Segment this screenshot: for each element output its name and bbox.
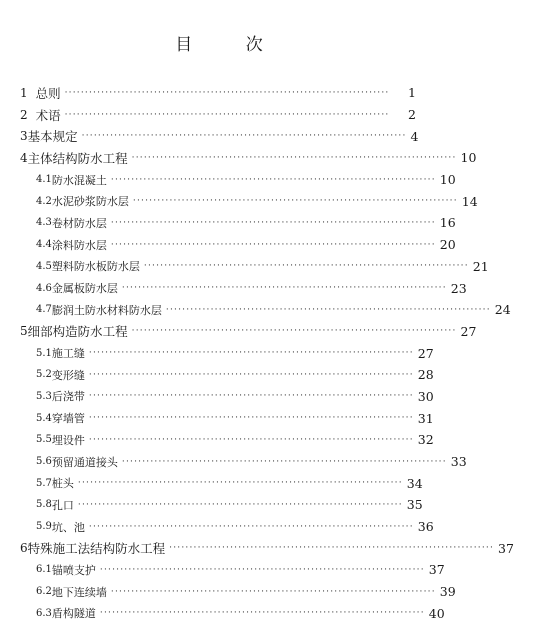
toc-entry: [0, 190, 438, 212]
toc-entry: [0, 429, 438, 451]
toc-entry-page: 21: [473, 259, 511, 274]
toc-entry: [0, 603, 438, 624]
toc-entry-label: 预留通道接头: [52, 454, 118, 470]
toc-entry-page: 4: [411, 129, 441, 144]
toc-entry-label: 防水混凝土: [52, 172, 107, 188]
dot-leader: ················································································: [89, 348, 414, 358]
dot-leader: ················································································: [132, 326, 457, 336]
toc-entry-number: 4.2: [0, 196, 52, 207]
toc-entry-label: 基本规定: [28, 127, 78, 145]
toc-entry-number: 6.2: [0, 586, 52, 597]
toc-entry-page: 39: [440, 584, 478, 599]
toc-entry-number: 4.7: [0, 304, 52, 315]
toc-entry-label: 金属板防水层: [52, 280, 118, 296]
dot-leader: ················································································: [89, 413, 414, 423]
toc-entry-label: 特殊施工法结构防水工程: [28, 539, 166, 557]
dot-leader: ················································································: [78, 478, 403, 488]
toc-entry-number: 6.3: [0, 608, 52, 619]
toc-entry: [0, 147, 438, 169]
toc-entry-label: 术语: [36, 106, 61, 124]
toc-entry-label: 膨润土防水材料防水层: [52, 302, 162, 318]
dot-leader: ················································································: [78, 500, 403, 510]
toc-entry-number: 3: [0, 129, 28, 143]
toc-entry-number: 5: [0, 324, 28, 338]
toc-entry-number: 6: [0, 541, 28, 555]
toc-entry-label: 主体结构防水工程: [28, 149, 128, 167]
toc-entry-page: 10: [440, 172, 478, 187]
toc-entry-label: 施工缝: [52, 345, 85, 361]
toc-entry-page: 28: [418, 367, 456, 382]
page-title: 目 次: [0, 30, 438, 55]
toc-entry-number: 5.7: [0, 478, 52, 489]
toc-entry-page: 10: [461, 150, 499, 165]
dot-leader: ················································································: [89, 435, 414, 445]
dot-leader: ················································································: [111, 587, 436, 597]
dot-leader: ················································································: [122, 283, 447, 293]
toc-entry-page: 2: [393, 107, 438, 122]
toc-entry: [0, 386, 438, 408]
toc-entry-number: 5.5: [0, 434, 52, 445]
toc-entry: [0, 364, 438, 386]
dot-leader: ················································································: [111, 218, 436, 228]
toc-entry-label: 水泥砂浆防水层: [52, 193, 129, 209]
toc-entry: [0, 256, 438, 278]
toc-entry-label: 孔口: [52, 497, 74, 513]
dot-leader: ················································································: [65, 88, 390, 98]
toc-entry: [0, 234, 438, 256]
toc-entry-number: 4: [0, 151, 28, 165]
dot-leader: ················································································: [144, 261, 469, 271]
toc-entry-number: 4.4: [0, 239, 52, 250]
toc-entry-page: 1: [393, 85, 438, 100]
toc-entry-label: 埋设件: [52, 432, 85, 448]
dot-leader: ················································································: [133, 196, 458, 206]
dot-leader: ················································································: [89, 370, 414, 380]
toc-entry-number: 5.6: [0, 456, 52, 467]
toc-entry-label: 总则: [36, 84, 61, 102]
toc-entry-label: 穿墙管: [52, 410, 85, 426]
toc-entry-page: 30: [418, 389, 456, 404]
toc-entry: [0, 559, 438, 581]
dot-leader: ················································································: [100, 565, 425, 575]
toc-entry: [0, 494, 438, 516]
toc-entry-page: 40: [429, 606, 467, 621]
toc-entry-number: 1: [0, 86, 36, 100]
toc-entry-page: 35: [407, 497, 445, 512]
toc-entry-page: 24: [495, 302, 533, 317]
toc-entry-number: 5.9: [0, 521, 52, 532]
toc-entry-label: 坑、池: [52, 519, 85, 535]
toc-entry: [0, 277, 438, 299]
toc-entry-label: 锚喷支护: [52, 562, 96, 578]
toc-entry-number: 6.1: [0, 564, 52, 575]
toc-entry-label: 塑料防水板防水层: [52, 258, 140, 274]
toc-entry-number: 4.1: [0, 174, 52, 185]
toc-entry: [0, 516, 438, 538]
toc-entry: [0, 299, 438, 321]
dot-leader: ················································································: [65, 110, 390, 120]
toc-entry-number: 4.3: [0, 217, 52, 228]
toc-entry-label: 变形缝: [52, 367, 85, 383]
toc-entry-number: 2: [0, 108, 36, 122]
dot-leader: ················································································: [89, 522, 414, 532]
toc-entry-label: 后浇带: [52, 388, 85, 404]
toc-entry-page: 32: [418, 432, 456, 447]
toc-entry-page: 20: [440, 237, 478, 252]
toc-entry: [0, 104, 438, 126]
toc-entry: [0, 125, 438, 147]
toc-entry-page: 23: [451, 281, 489, 296]
toc-entry-number: 4.5: [0, 261, 52, 272]
table-of-contents: [0, 82, 438, 624]
toc-entry-page: 36: [418, 519, 456, 534]
toc-entry-label: 卷材防水层: [52, 215, 107, 231]
dot-leader: ················································································: [100, 608, 425, 618]
toc-entry-page: 37: [498, 541, 536, 556]
toc-entry: [0, 342, 438, 364]
dot-leader: ················································································: [111, 175, 436, 185]
dot-leader: ················································································: [111, 240, 436, 250]
toc-entry-page: 33: [451, 454, 489, 469]
toc-entry: [0, 169, 438, 191]
dot-leader: ················································································: [89, 391, 414, 401]
toc-entry-label: 细部构造防水工程: [28, 322, 128, 340]
toc-entry-label: 地下连续墙: [52, 584, 107, 600]
toc-entry-page: 31: [418, 411, 456, 426]
dot-leader: ················································································: [169, 543, 494, 553]
toc-entry: [0, 537, 438, 559]
toc-entry-label: 盾构隧道: [52, 605, 96, 621]
toc-entry-number: 4.6: [0, 283, 52, 294]
toc-entry-page: 34: [407, 476, 445, 491]
toc-entry-page: 27: [418, 346, 456, 361]
toc-entry-label: 桩头: [52, 475, 74, 491]
toc-entry-number: 5.3: [0, 391, 52, 402]
toc-entry: [0, 472, 438, 494]
toc-entry: [0, 321, 438, 343]
dot-leader: ················································································: [132, 153, 457, 163]
toc-entry: [0, 407, 438, 429]
dot-leader: ················································································: [82, 131, 407, 141]
toc-entry-number: 5.4: [0, 413, 52, 424]
toc-entry-page: 27: [461, 324, 499, 339]
toc-entry-page: 16: [440, 215, 478, 230]
dot-leader: ················································································: [166, 305, 491, 315]
toc-entry-page: 14: [462, 194, 500, 209]
toc-entry-number: 5.2: [0, 369, 52, 380]
toc-entry-page: 37: [429, 562, 467, 577]
toc-entry-number: 5.8: [0, 499, 52, 510]
toc-entry: [0, 581, 438, 603]
toc-entry-number: 5.1: [0, 348, 52, 359]
toc-entry: [0, 82, 438, 104]
toc-entry: [0, 212, 438, 234]
toc-entry: [0, 451, 438, 473]
dot-leader: ················································································: [122, 457, 447, 467]
toc-entry-label: 涂料防水层: [52, 237, 107, 253]
